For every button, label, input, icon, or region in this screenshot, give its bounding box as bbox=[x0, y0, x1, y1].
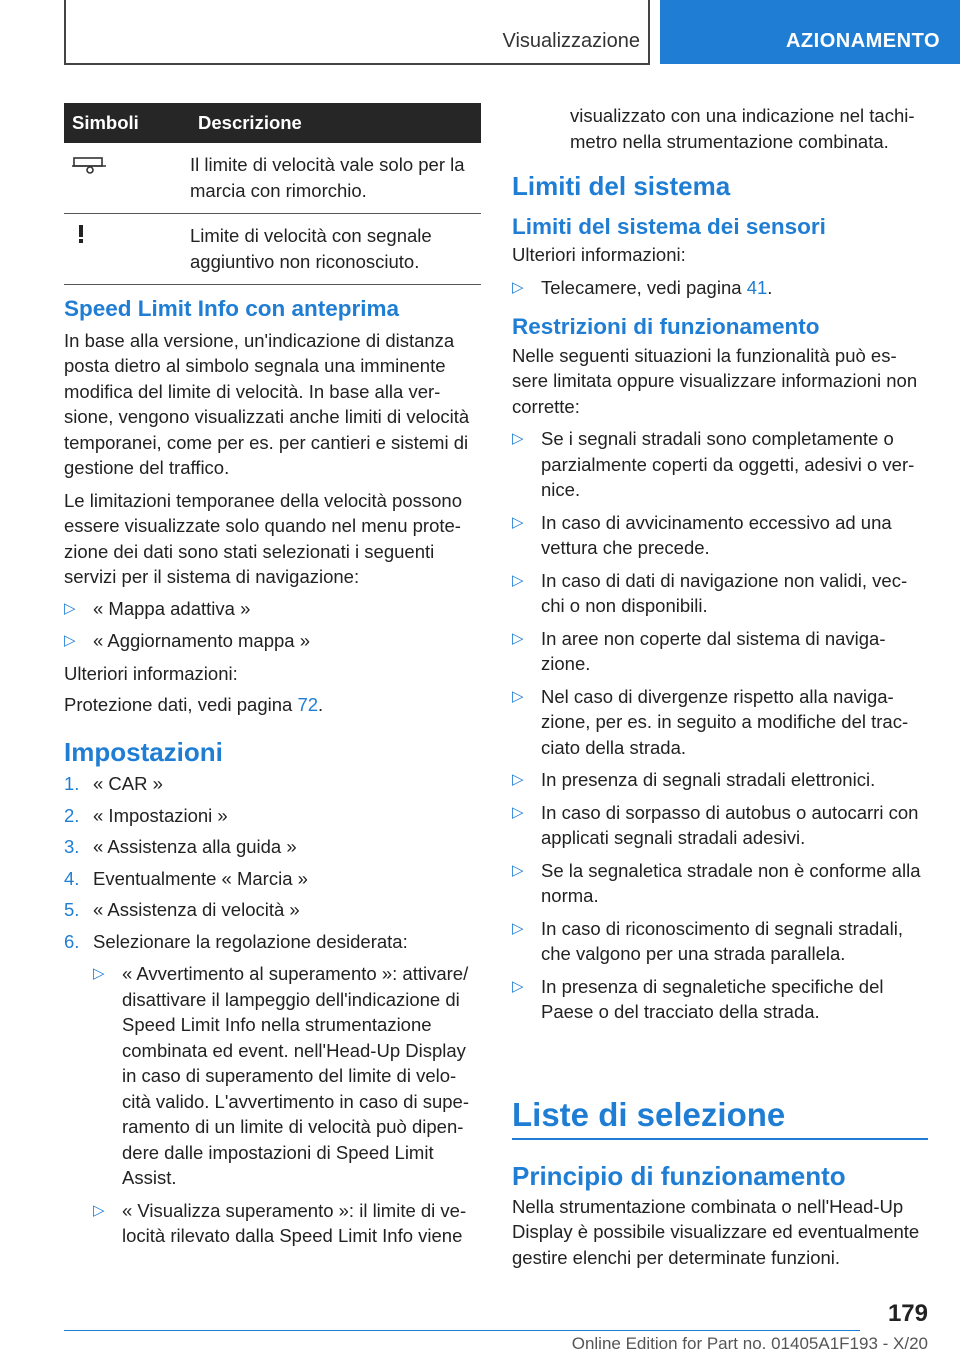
table-header-symbols: Simboli bbox=[64, 103, 190, 143]
list-item-text: Se la segnaletica stradale non è conforme alla norma. bbox=[541, 859, 921, 906]
table-row bbox=[64, 214, 481, 285]
list-item-text: In caso di riconoscimento di segnali stradali, che valgono per una strada parallela. bbox=[541, 917, 903, 964]
step-number: 4. bbox=[64, 867, 80, 889]
exclamation-icon bbox=[76, 223, 86, 245]
step-item bbox=[64, 771, 481, 797]
step-number: 1. bbox=[64, 773, 80, 794]
symbols-table bbox=[64, 103, 481, 285]
list-item bbox=[512, 275, 930, 301]
right-column bbox=[512, 103, 930, 1025]
privacy-end: . bbox=[318, 694, 324, 715]
more-info-label: Ulteriori informazioni: bbox=[64, 662, 238, 684]
heading-rule bbox=[512, 1138, 928, 1140]
principle-section bbox=[512, 1161, 930, 1270]
list-item bbox=[512, 684, 930, 761]
step-number: 5. bbox=[64, 899, 80, 920]
footer-edition: Online Edition for Part no. 01405A1F193 - X/20 bbox=[571, 1334, 928, 1353]
header-section-title: Visualizzazione bbox=[502, 30, 640, 52]
restrictions-intro: Nelle seguenti situazioni la funzionalità può es-sere limitata oppure visualizzare informazioni non corrette: bbox=[512, 344, 918, 417]
privacy-text: Protezione dati, vedi pagina bbox=[64, 694, 298, 715]
bullet-marker: ▷ bbox=[512, 513, 524, 531]
table-header-description: Descrizione bbox=[190, 103, 481, 143]
list-item bbox=[93, 961, 481, 1191]
table-cell-description: Il limite di velocità vale solo per la marcia con rimorchio. bbox=[190, 143, 481, 214]
table-row bbox=[64, 143, 481, 214]
bullet-marker: ▷ bbox=[64, 632, 76, 649]
privacy-reference bbox=[64, 692, 481, 718]
list-item bbox=[512, 800, 930, 851]
bullet-marker: ▷ bbox=[512, 861, 524, 879]
list-item-text: In aree non coperte dal sistema di naviga-zione. bbox=[541, 627, 886, 674]
bullet-marker: ▷ bbox=[512, 430, 524, 447]
bullet-marker: ▷ bbox=[512, 771, 524, 788]
list-item-text: Se i segnali stradali sono completamente o parzialmente coperti da oggetti, adesivi o ver-nice. bbox=[541, 428, 915, 500]
list-item bbox=[93, 1198, 481, 1249]
step-item bbox=[64, 929, 481, 955]
step-text: « Assistenza di velocità » bbox=[93, 899, 300, 920]
speed-paragraph-2: Le limitazioni temporanee della velocità possono essere visualizzate solo quando nel menu prote-zione dei dati sono stati selezionati i seguenti servizi per il sistema di navigazione: bbox=[64, 489, 462, 587]
bullet-marker: ▷ bbox=[512, 571, 524, 589]
list-item-text: In caso di dati di navigazione non validi, vec-chi o non disponibili. bbox=[541, 569, 908, 616]
list-item bbox=[512, 767, 930, 793]
header-right-rule bbox=[648, 0, 650, 64]
step-text: « Impostazioni » bbox=[93, 804, 228, 826]
list-item-text: Nel caso di divergenze rispetto alla naviga-zione, per es. in seguito a modifiche del trac-ciato della strada. bbox=[541, 685, 909, 758]
list-item bbox=[512, 568, 930, 619]
list-item-text: In caso di sorpasso di autobus o autocarri con applicati segnali stradali adesivi. bbox=[541, 801, 919, 848]
privacy-page-link[interactable]: 72 bbox=[297, 694, 319, 715]
left-column bbox=[64, 296, 481, 1249]
footer-rule bbox=[64, 1330, 860, 1331]
step-text: Eventualmente « Marcia » bbox=[93, 867, 308, 889]
bullet-marker: ▷ bbox=[512, 629, 524, 647]
list-item bbox=[64, 628, 481, 654]
bullet-marker: ▷ bbox=[64, 599, 76, 617]
principle-heading: Principio di funzionamento bbox=[512, 1161, 846, 1191]
bullet-marker: ▷ bbox=[512, 278, 524, 296]
settings-heading: Impostazioni bbox=[64, 736, 223, 767]
list-item bbox=[512, 916, 930, 967]
bullet-marker: ▷ bbox=[93, 965, 105, 982]
principle-text: Nella strumentazione combinata o nell'Head-Up Display è possibile visualizzare ed eventualmente gestire elenchi per determinate funzioni. bbox=[512, 1195, 920, 1268]
list-item-text: « Aggiornamento mappa » bbox=[93, 630, 311, 651]
step-number: 2. bbox=[64, 804, 80, 826]
restrictions-heading: Restrizioni di funzionamento bbox=[512, 314, 820, 339]
list-item bbox=[512, 426, 930, 503]
step-text: Selezionare la regolazione desiderata: bbox=[93, 930, 408, 952]
bullet-marker: ▷ bbox=[512, 803, 524, 821]
table-cell-icon bbox=[64, 143, 190, 214]
speed-limit-preview-heading: Speed Limit Info con anteprima bbox=[64, 296, 400, 321]
list-item-text: In caso di avvicinamento eccessivo ad una vettura che precede. bbox=[541, 511, 892, 558]
step-item bbox=[64, 803, 481, 829]
more-info-label: Ulteriori informazioni: bbox=[512, 244, 686, 265]
camera-text: Telecamere, vedi pagina bbox=[541, 276, 747, 298]
step-item bbox=[64, 897, 481, 923]
step-text: « Assistenza alla guida » bbox=[93, 836, 297, 857]
list-item bbox=[512, 510, 930, 561]
bullet-marker: ▷ bbox=[512, 919, 524, 937]
restrictions-list bbox=[512, 426, 930, 1025]
selection-lists-heading: Liste di selezione bbox=[512, 1096, 786, 1133]
list-item-text: In presenza di segnaletiche specifiche del Paese o del tracciato della strada. bbox=[541, 975, 884, 1022]
step-text: « CAR » bbox=[93, 773, 163, 794]
header-chapter-label: AZIONAMENTO bbox=[785, 30, 940, 52]
step-item bbox=[64, 834, 481, 860]
list-item bbox=[512, 626, 930, 677]
page-number: 179 bbox=[887, 1300, 928, 1327]
list-item-text: « Avvertimento al superamento »: attivare/ disattivare il lampeggio dell'indicazione di Speed Limit Info nella strumentazione combinata ed event. nell'Head-Up Display in caso di superamento del limite di velo-cità valido. L'avvertimento in caso di supe-ramento di un limite di velocità può dipen-dere dalle impostazioni di Speed Limit Assist. bbox=[122, 963, 469, 1188]
bullet-marker: ▷ bbox=[512, 687, 524, 705]
continued-text: visualizzato con una indicazione nel tachi-metro nella strumentazione combinata. bbox=[570, 105, 915, 152]
camera-page-link[interactable]: 41 bbox=[746, 276, 768, 298]
table-header-row bbox=[64, 103, 481, 143]
header-left-rule bbox=[64, 0, 66, 64]
header-chapter-tab[interactable] bbox=[660, 0, 960, 64]
step-item bbox=[64, 866, 481, 892]
trailer-icon bbox=[72, 154, 106, 176]
list-item-text: In presenza di segnali stradali elettronici. bbox=[541, 769, 876, 790]
list-item bbox=[64, 596, 481, 622]
system-limits-heading: Limiti del sistema bbox=[512, 171, 731, 201]
step-number: 6. bbox=[64, 930, 80, 952]
list-item-text: « Visualizza superamento »: il limite di ve-locità rilevato dalla Speed Limit Info viene bbox=[122, 1199, 467, 1246]
table-cell-icon bbox=[64, 214, 190, 285]
speed-paragraph-1: In base alla versione, un'indicazione di distanza posta dietro al simbolo segnala una imminente modifica del limite di velocità. In base alla ver-sione, vengono visualizzati anche limiti di velocità temporanei, come per es. per cantieri e sistemi di gestione del traffico. bbox=[64, 329, 470, 478]
sensor-limits-heading: Limiti del sistema dei sensori bbox=[512, 213, 826, 239]
table-cell-description: Limite di velocità con segnale aggiuntivo non riconosciuto. bbox=[190, 214, 481, 285]
list-item bbox=[512, 858, 930, 909]
list-item-text: « Mappa adattiva » bbox=[93, 597, 251, 619]
header-bottom-rule bbox=[64, 63, 650, 65]
camera-end: . bbox=[767, 276, 773, 298]
settings-steps bbox=[64, 771, 481, 1249]
step-number: 3. bbox=[64, 836, 80, 857]
list-item bbox=[512, 974, 930, 1025]
bullet-marker: ▷ bbox=[93, 1201, 105, 1219]
bullet-marker: ▷ bbox=[512, 977, 524, 995]
